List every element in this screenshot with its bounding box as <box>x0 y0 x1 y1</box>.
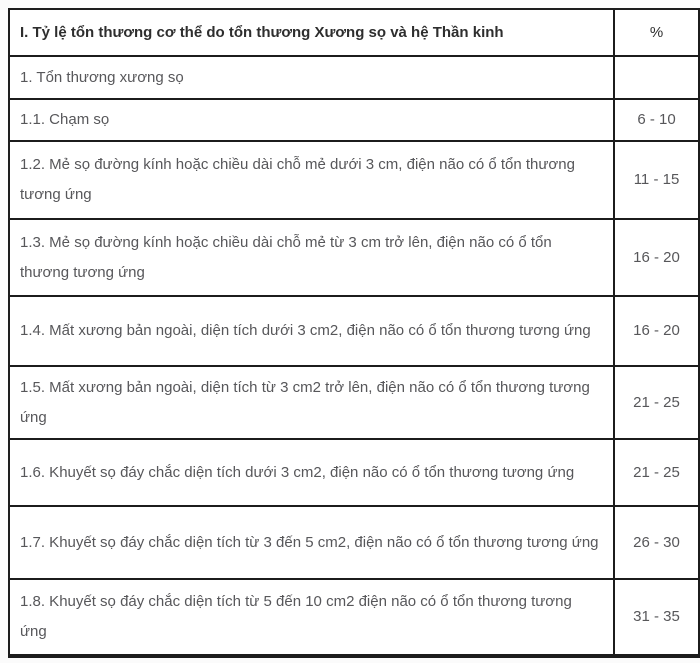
table-title: I. Tỷ lệ tổn thương cơ thể do tổn thương Xương sọ và hệ Thần kinh <box>9 9 614 56</box>
percent-value <box>614 56 699 99</box>
table-row <box>9 99 699 141</box>
table-row <box>9 579 699 656</box>
injury-description: 1.4. Mất xương bản ngoài, diện tích dưới 3 cm2, điện não có ổ tổn thương tương ứng <box>9 296 614 366</box>
table-row <box>9 56 699 99</box>
table-row <box>9 506 699 579</box>
percent-value: 11 - 15 <box>614 141 699 219</box>
table-row <box>9 366 699 439</box>
injury-description: 1.1. Chạm sọ <box>9 99 614 141</box>
injury-description: 1.3. Mẻ sọ đường kính hoặc chiều dài chỗ mẻ từ 3 cm trở lên, điện não có ổ tổn thương tương ứng <box>9 219 614 296</box>
percent-value: 16 - 20 <box>614 296 699 366</box>
percent-value: 31 - 35 <box>614 579 699 656</box>
percent-value: 26 - 30 <box>614 506 699 579</box>
injury-description: 1. Tổn thương xương sọ <box>9 56 614 99</box>
percent-column-header: % <box>614 9 699 56</box>
table-row <box>9 141 699 219</box>
table-row <box>9 296 699 366</box>
table-header-row <box>9 9 699 56</box>
injury-description: 1.8. Khuyết sọ đáy chắc diện tích từ 5 đến 10 cm2 điện não có ổ tổn thương tương ứng <box>9 579 614 656</box>
percent-value: 21 - 25 <box>614 439 699 506</box>
injury-description: 1.7. Khuyết sọ đáy chắc diện tích từ 3 đến 5 cm2, điện não có ổ tổn thương tương ứng <box>9 506 614 579</box>
injury-description: 1.6. Khuyết sọ đáy chắc diện tích dưới 3 cm2, điện não có ổ tổn thương tương ứng <box>9 439 614 506</box>
injury-description: 1.2. Mẻ sọ đường kính hoặc chiều dài chỗ mẻ dưới 3 cm, điện não có ổ tổn thương tương ứng <box>9 141 614 219</box>
injury-description: 1.5. Mất xương bản ngoài, diện tích từ 3 cm2 trở lên, điện não có ổ tổn thương tương ứng <box>9 366 614 439</box>
percent-value: 21 - 25 <box>614 366 699 439</box>
percent-value: 6 - 10 <box>614 99 699 141</box>
table-row <box>9 439 699 506</box>
table-row <box>9 219 699 296</box>
percent-value: 16 - 20 <box>614 219 699 296</box>
injury-rate-table <box>8 8 700 658</box>
